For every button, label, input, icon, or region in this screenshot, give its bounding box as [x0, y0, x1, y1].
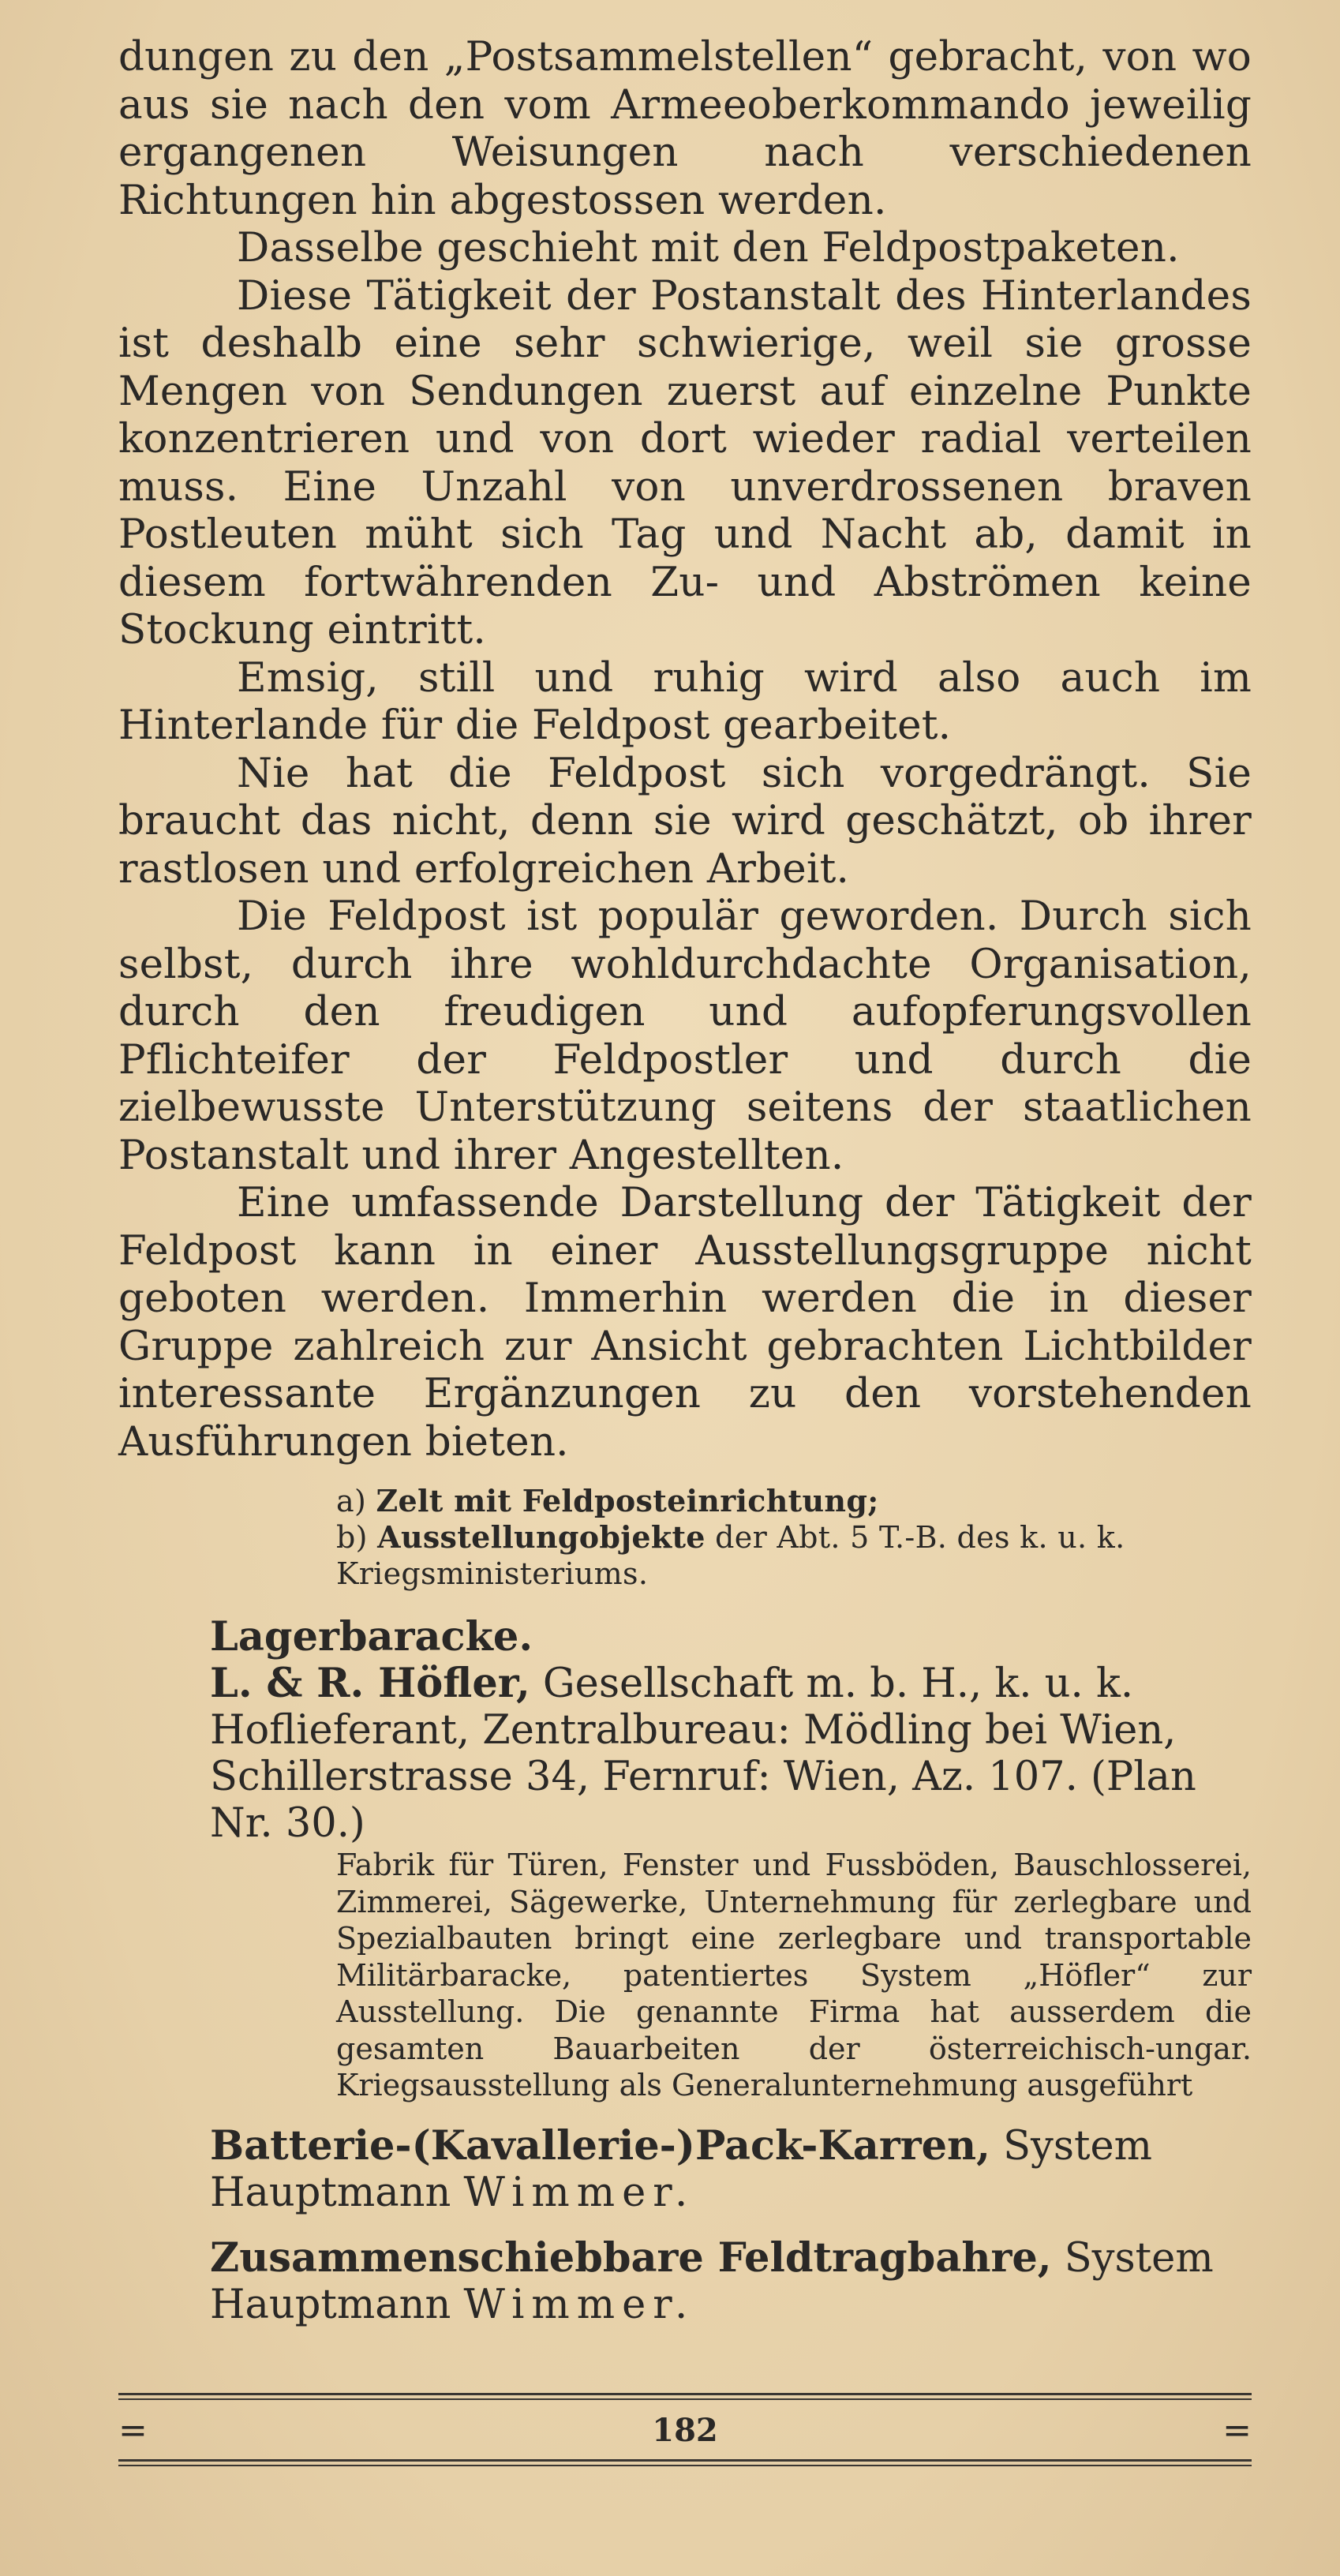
entry-description: Fabrik für Türen, Fenster und Fussböden, Bauschlosserei, Zimmerei, Sägewerke, Unternehmung für zerlegbare und Spezialbauten bringt eine zerlegbare und transportable Militärbaracke, patentiertes System „Höfler“ zur Ausstellung. Die genannte Firma hat ausserdem die gesamten Bauarbeiten der österreichisch-ungar. Kriegsausstellung als Generalunternehmung ausgeführt	[336, 1848, 1252, 2102]
page-body	[118, 0, 1252, 2328]
exhibit-list	[336, 1483, 1252, 1592]
paragraph-5: Nie hat die Feldpost sich vorgedrängt. Sie braucht das nicht, denn sie wird geschätzt, ob ihrer rastlosen und erfolgreichen Arbeit.	[118, 749, 1252, 893]
paragraph-7: Eine umfassende Darstellung der Tätigkeit der Feldpost kann in einer Ausstellungsgruppe nicht geboten werden. Immerhin werden die in dieser Gruppe zahlreich zur Ansicht gebrachten Lichtbilder interessante Ergänzungen zu den vorstehenden Ausführungen bieten.	[118, 1179, 1252, 1466]
entry-company	[210, 1661, 1252, 1847]
paragraph-4: Emsig, still und ruhig wird also auch im Hinterlande für die Feldpost gearbeitet.	[118, 653, 1252, 749]
exhibit-bold-b: Ausstellungobjekte	[377, 1519, 706, 1555]
footer-right-mark: =	[1222, 2410, 1252, 2451]
entry-pack-karren: Batterie-(Kavallerie-)Pack-Karren, System Hauptmann Wimmer.	[210, 2121, 1153, 2216]
paragraph-1: dungen zu den „Postsammelstellen“ gebracht, von wo aus sie nach den vom Armeeoberkommando jeweilig ergangenen Weisungen nach verschiedenen Richtungen hin abgestossen werden.	[118, 33, 1252, 224]
paragraph-3: Diese Tätigkeit der Postanstalt des Hinterlandes ist deshalb eine sehr schwierige, weil sie grosse Mengen von Sendungen zuerst auf einzelne Punkte konzentrieren und von dort wieder radial verteilen muss. Eine Unzahl von unverdrossenen braven Postleuten müht sich Tag und Nacht ab, damit in diesem fortwährenden Zu- und Abströmen keine Stockung eintritt.	[118, 271, 1252, 653]
page-number: 182	[652, 2412, 718, 2449]
exhibit-marker-a: a)	[336, 1484, 367, 1518]
footer-rule-top-thin	[118, 2398, 1252, 2400]
footer-rule-bottom	[118, 2459, 1252, 2462]
footer-rule-top	[118, 2393, 1252, 2395]
company-details: Gesellschaft m. b. H., k. u. k. Hoflieferant, Zentralbureau: Mödling bei Wien, Schillerstrasse 34, Fernruf: Wien, Az. 107. (Plan Nr. 30.)	[210, 1661, 1196, 1847]
page-footer	[118, 2410, 1252, 2451]
exhibit-text-a: Zelt mit Feldposteinrichtung;	[376, 1483, 879, 1518]
exhibit-text-b: der Abt. 5 T.-B. des k. u. k. Kriegsministeriums.	[336, 1520, 1125, 1591]
exhibit-marker-b: b)	[336, 1520, 368, 1555]
exhibit-item-a	[336, 1483, 1252, 1519]
paragraph-2: Dasselbe geschieht mit den Feldpostpaketen.	[237, 224, 1180, 271]
footer-left-mark: =	[118, 2410, 148, 2451]
exhibit-item-b	[336, 1519, 1252, 1592]
entry-feldtragbahre: Zusammenschiebbare Feldtragbahre, System Hauptmann Wimmer.	[210, 2233, 1214, 2328]
footer-rule-bottom-thin	[118, 2465, 1252, 2466]
company-name: L. & R. Höfler,	[210, 1660, 530, 1707]
entry-title: Lagerbaracke.	[210, 1613, 533, 1661]
paragraph-6: Die Feldpost ist populär geworden. Durch sich selbst, durch ihre wohldurchdachte Organisation, durch den freudigen und aufopferungsvollen Pflichteifer der Feldpostler und durch die zielbewusste Unterstützung seitens der staatlichen Postanstalt und ihrer Angestellten.	[118, 893, 1252, 1179]
catalog-entries	[210, 1614, 1252, 2328]
